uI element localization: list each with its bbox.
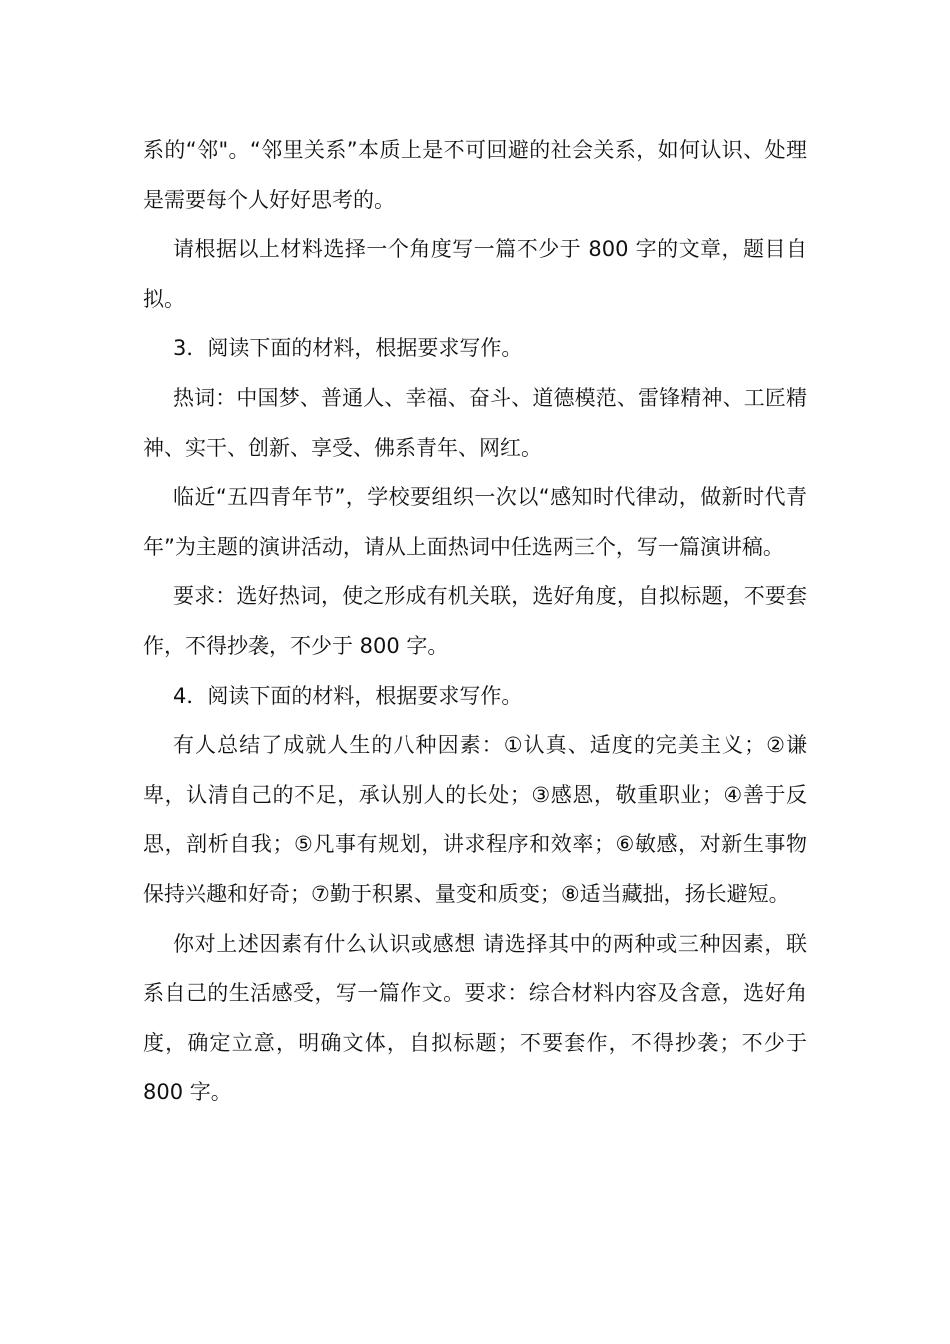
paragraph-eight-factors: 有人总结了成就人生的八种因素：①认真、适度的完美主义；②谦卑，认清自己的不足，承认别人的长处；③感恩，敬重职业；④善于反思，剖析自我；⑤凡事有规划，讲求程序和效率；⑥敏感，对新生事物保持兴趣和好奇；⑦勤于积累、量变和质变；⑧适当藏拙，扬长避短。 xyxy=(143,733,807,906)
paragraph-requirements-3: 要求：选好热词，使之形成有机关联，选好角度，自拟标题，不要套作，不得抄袭，不少于 800 字。 xyxy=(143,584,807,658)
paragraph-continuation: 系的“邻"。“邻里关系”本质上是不可回避的社会关系，如何认识、处理是需要每个人好好思考的。 xyxy=(143,138,807,212)
paragraph-speech-task: 临近“五四青年节”，学校要组织一次以“感知时代律动，做新时代青年”为主题的演讲活动，请从上面热词中任选两三个，写一篇演讲稿。 xyxy=(143,485,807,559)
paragraph-hot-words: 热词：中国梦、普通人、幸福、奋斗、道德模范、雷锋精神、工匠精神、实干、创新、享受、佛系青年、网红。 xyxy=(143,385,807,460)
question-4-heading: 4．阅读下面的材料，根据要求写作。 xyxy=(173,683,523,708)
paragraph-requirements-4: 你对上述因素有什么认识或感想 请选择其中的两种或三种因素，联系自己的生活感受，写一篇作文。要求：综合材料内容及含意，选好角度，确定立意，明确文体，自拟标题；不要套作，不得抄袭；不少于 800 字。 xyxy=(143,931,807,1105)
question-3-heading: 3．阅读下面的材料，根据要求写作。 xyxy=(173,336,523,361)
paragraph-instruction: 请根据以上材料选择一个角度写一篇不少于 800 字的文章，题目自拟。 xyxy=(143,237,807,311)
document-page xyxy=(143,126,807,1118)
